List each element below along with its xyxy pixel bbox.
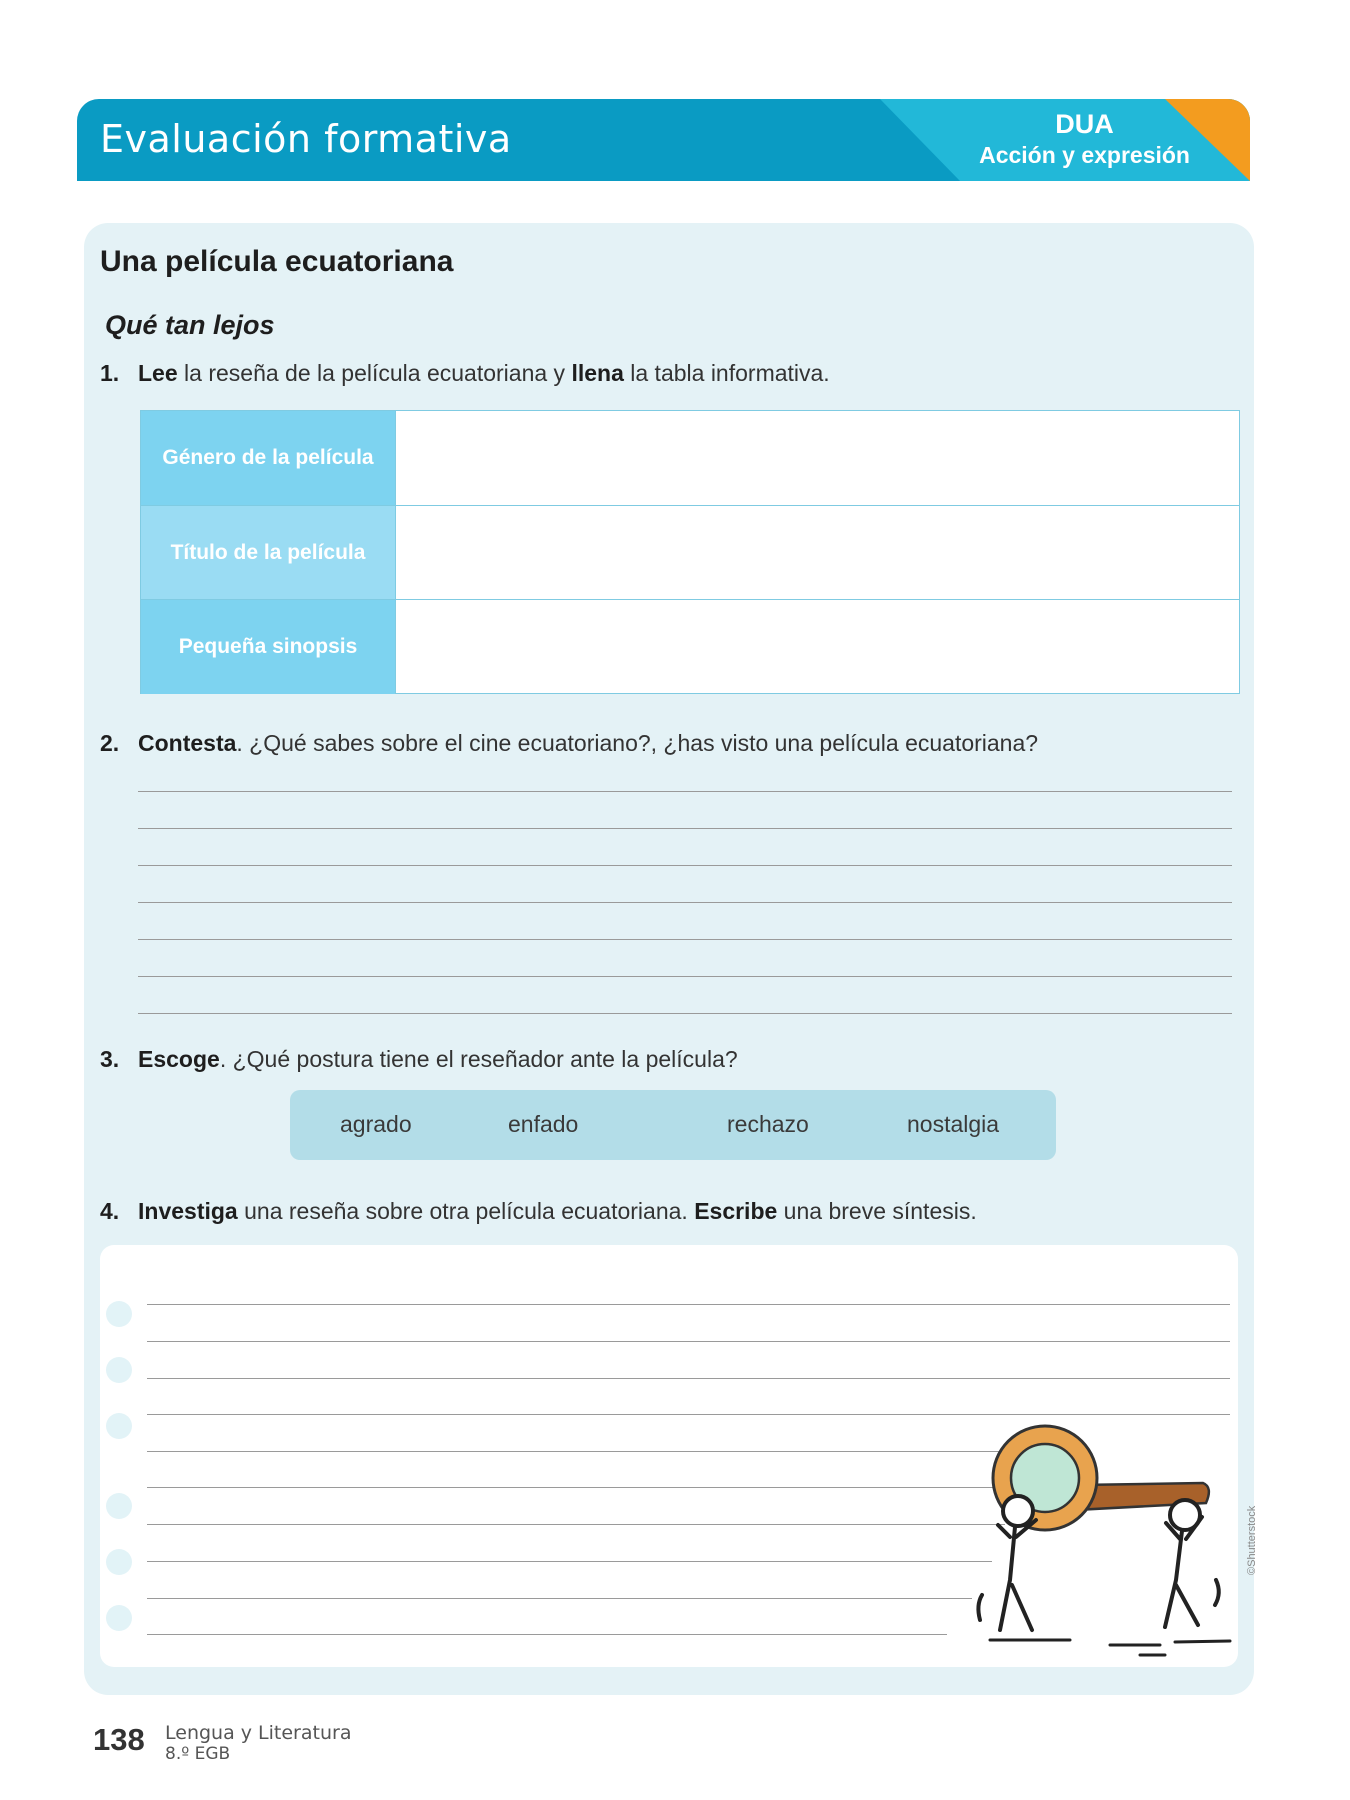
- question-number: 3.: [100, 1046, 120, 1072]
- question-1: [100, 360, 830, 387]
- row-label-synopsis: Pequeña sinopsis: [141, 600, 396, 694]
- activity-title: Una película ecuatoriana: [100, 245, 454, 278]
- instruction-verb: Escoge: [138, 1046, 220, 1072]
- option-rechazo[interactable]: rechazo: [727, 1111, 809, 1137]
- question-4: [100, 1198, 977, 1225]
- answer-line: [147, 1524, 1005, 1525]
- row-label-title: Título de la película: [141, 506, 396, 600]
- question-text: la tabla informativa.: [623, 360, 830, 386]
- question-number: 4.: [100, 1198, 120, 1224]
- dua-subtitle: Acción y expresión: [979, 142, 1190, 168]
- dua-label-group: [979, 109, 1190, 169]
- instruction-verb: Contesta: [138, 730, 237, 756]
- question-number: 2.: [100, 730, 120, 756]
- answer-line: [138, 791, 1232, 792]
- answer-line: [138, 976, 1232, 977]
- answer-line: [138, 865, 1232, 866]
- ground-lines: [990, 1640, 1230, 1655]
- question-2: [100, 730, 1038, 757]
- footer-grade: 8.º EGB: [165, 1744, 231, 1764]
- answer-line: [147, 1561, 992, 1562]
- binding-dot: [106, 1413, 132, 1439]
- binding-dot: [106, 1493, 132, 1519]
- table-row: [141, 411, 1239, 505]
- answer-cell-genre[interactable]: [396, 411, 1239, 505]
- binding-dot: [106, 1301, 132, 1327]
- table-row: [141, 599, 1239, 694]
- left-figure: [978, 1496, 1036, 1630]
- answer-cell-title[interactable]: [396, 506, 1239, 600]
- answer-line: [147, 1378, 1230, 1379]
- instruction-verb: Escribe: [694, 1198, 778, 1224]
- binding-dot: [106, 1549, 132, 1575]
- image-credit: ©Shutterstock: [1246, 1505, 1258, 1575]
- binding-dot: [106, 1357, 132, 1383]
- answer-line: [138, 939, 1232, 940]
- answer-line: [138, 828, 1232, 829]
- question-text: . ¿Qué sabes sobre el cine ecuatoriano?, ¿has visto una película ecuatoriana?: [236, 730, 1039, 756]
- right-figure: [1165, 1500, 1219, 1627]
- dua-label: DUA: [1055, 109, 1114, 139]
- question-text: una breve síntesis.: [777, 1198, 977, 1224]
- table-row: [141, 505, 1239, 600]
- question-text: la reseña de la película ecuatoriana y: [177, 360, 572, 386]
- row-label-genre: Género de la película: [141, 411, 396, 505]
- answer-line: [147, 1341, 1230, 1342]
- answer-line: [147, 1634, 947, 1635]
- question-text: . ¿Qué postura tiene el reseñador ante la película?: [219, 1046, 738, 1072]
- activity-subtitle: Qué tan lejos: [105, 310, 275, 340]
- question-text: una reseña sobre otra película ecuatoriana.: [237, 1198, 695, 1224]
- question-3: [100, 1046, 738, 1073]
- question-number: 1.: [100, 360, 120, 386]
- info-table: [140, 410, 1240, 694]
- answer-cell-synopsis[interactable]: [396, 600, 1239, 694]
- instruction-verb: Investiga: [138, 1198, 238, 1224]
- answer-line: [147, 1598, 972, 1599]
- magnifier-carriers-illustration: [960, 1415, 1250, 1675]
- option-agrado[interactable]: agrado: [340, 1111, 412, 1137]
- footer-subject: Lengua y Literatura: [165, 1722, 352, 1744]
- header-banner: [77, 99, 1250, 181]
- answer-line: [147, 1304, 1230, 1305]
- instruction-verb: llena: [571, 360, 624, 386]
- page-number: 138: [93, 1722, 145, 1757]
- option-nostalgia[interactable]: nostalgia: [907, 1111, 1000, 1137]
- option-enfado[interactable]: enfado: [508, 1111, 579, 1137]
- instruction-verb: Lee: [138, 360, 178, 386]
- answer-line: [138, 902, 1232, 903]
- answer-line: [138, 1013, 1232, 1014]
- binding-dot: [106, 1605, 132, 1631]
- answer-line: [147, 1487, 1017, 1488]
- answer-line: [147, 1451, 1027, 1452]
- section-title: Evaluación formativa: [100, 117, 512, 161]
- options-bar: [290, 1090, 1056, 1160]
